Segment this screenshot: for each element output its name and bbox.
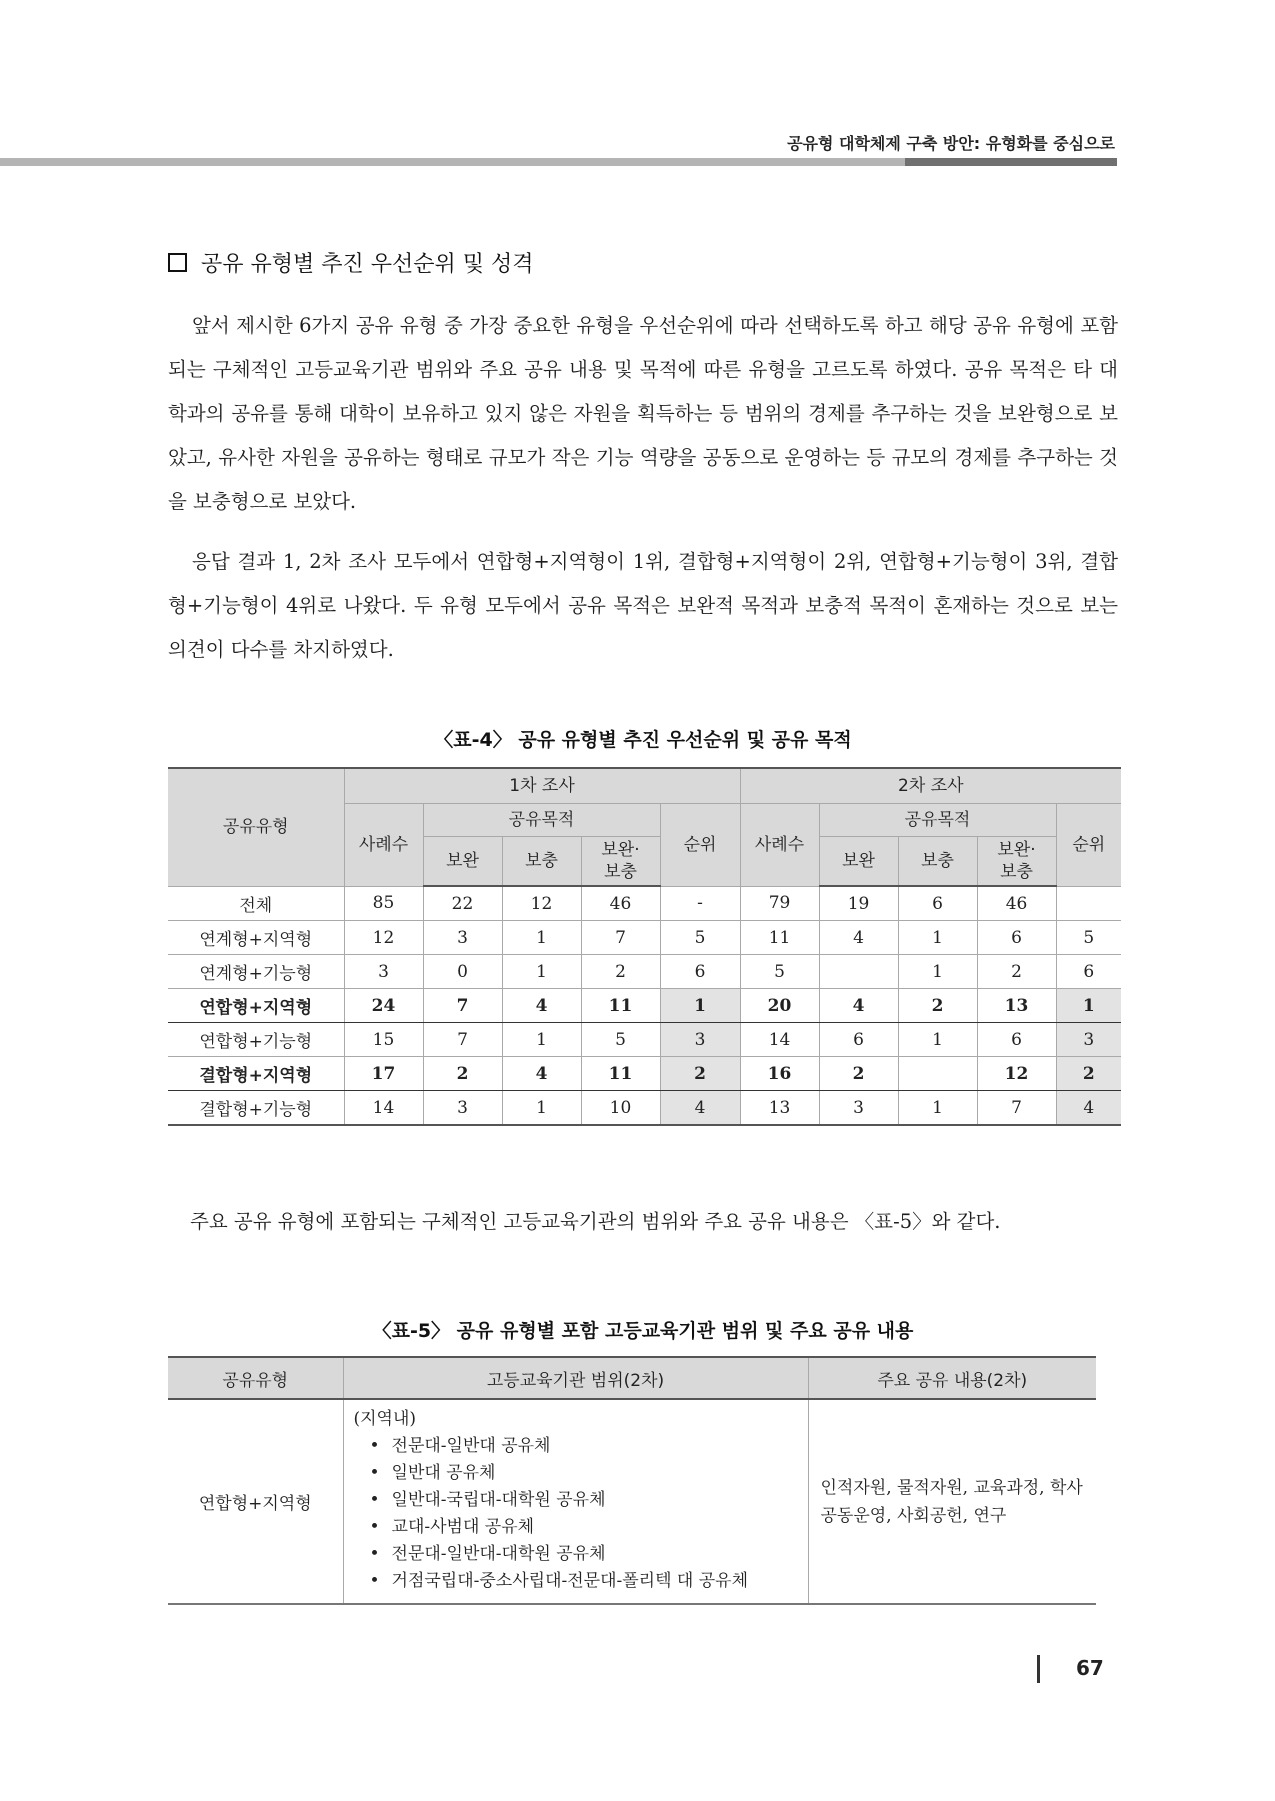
value-cell: 12 <box>344 921 423 955</box>
rank-cell: 3 <box>1056 1023 1121 1057</box>
value-cell: 1 <box>502 1091 581 1126</box>
value-cell: 2 <box>423 1057 502 1091</box>
value-cell: 3 <box>344 955 423 989</box>
table-row <box>168 921 1121 955</box>
row-type-cell: 결합형+지역형 <box>168 1057 344 1091</box>
header-complement-2: 보완 <box>819 836 898 886</box>
paragraph-2-text: 응답 결과 1, 2차 조사 모두에서 연합형+지역형이 1위, 결합형+지역형이 2위, 연합형+기능형이 3위, 결합형+기능형이 4위로 나왔다. 두 유형 모두에서 공유 목적은 보완적 목적과 보충적 목적이 혼재하는 것으로 보는 의견이 다수를 차지하였다. <box>168 550 1118 661</box>
value-cell: 6 <box>819 1023 898 1057</box>
table-5-type-cell: 연합형+지역형 <box>168 1399 343 1604</box>
table-row <box>168 989 1121 1023</box>
value-cell: 4 <box>502 989 581 1023</box>
row-type-cell: 전체 <box>168 886 344 921</box>
value-cell: 1 <box>898 955 977 989</box>
scope-list-item: • 일반대-국립대-대학원 공유체 <box>374 1487 798 1514</box>
value-cell: 5 <box>740 955 819 989</box>
header-supplement-1: 보충 <box>502 836 581 886</box>
value-cell: 14 <box>344 1091 423 1126</box>
value-cell: 0 <box>423 955 502 989</box>
table-row <box>168 1057 1121 1091</box>
scope-list-item: • 전문대-일반대 공유체 <box>374 1433 798 1460</box>
scope-list-item: • 전문대-일반대-대학원 공유체 <box>374 1541 798 1568</box>
value-cell: 46 <box>977 886 1056 921</box>
header-cases-1: 사례수 <box>344 803 423 886</box>
row-type-cell: 연계형+지역형 <box>168 921 344 955</box>
table-4 <box>168 767 1121 1126</box>
value-cell: 12 <box>502 886 581 921</box>
value-cell: 85 <box>344 886 423 921</box>
value-cell: 1 <box>502 921 581 955</box>
row-type-cell: 연계형+기능형 <box>168 955 344 989</box>
table-5-header-content: 주요 공유 내용(2차) <box>808 1357 1096 1399</box>
header-survey-2: 2차 조사 <box>740 768 1121 803</box>
paragraph-1 <box>168 304 1118 524</box>
header-survey-1: 1차 조사 <box>344 768 740 803</box>
running-header-title: 공유형 대학체제 구축 방안: 유형화를 중심으로 <box>787 134 1115 153</box>
rank-cell: 6 <box>1056 955 1121 989</box>
paragraph-2 <box>168 540 1118 672</box>
value-cell: 13 <box>977 989 1056 1023</box>
value-cell: 7 <box>977 1091 1056 1126</box>
rank-cell: 6 <box>660 955 740 989</box>
value-cell: 7 <box>423 1023 502 1057</box>
value-cell: 10 <box>581 1091 660 1126</box>
table-5-header-scope: 고등교육기관 범위(2차) <box>343 1357 808 1399</box>
header-both-1: 보완· 보충 <box>581 836 660 886</box>
table-5 <box>168 1356 1096 1605</box>
table-5-content-cell: 인적자원, 물적자원, 교육과정, 학사공동운영, 사회공헌, 연구 <box>808 1399 1096 1604</box>
value-cell: 1 <box>502 1023 581 1057</box>
value-cell: 6 <box>898 886 977 921</box>
paragraph-1-text: 앞서 제시한 6가지 공유 유형 중 가장 중요한 유형을 우선순위에 따라 선택하도록 하고 해당 공유 유형에 포함되는 구체적인 고등교육기관 범위와 주요 공유 내용 및 목적에 따른 유형을 고르도록 하였다. 공유 목적은 타 대학과의 공유를 통해 대학이 보유하고 있지 않은 자원을 획득하는 등 범위의 경제를 추구하는 것을 보완형으로 보았고, 유사한 자원을 공유하는 형태로 규모가 작은 기능 역량을 공동으로 운영하는 등 규모의 경제를 추구하는 것을 보충형으로 보았다. <box>168 314 1118 513</box>
value-cell: 2 <box>581 955 660 989</box>
value-cell: 1 <box>898 1091 977 1126</box>
rank-cell <box>1056 886 1121 921</box>
value-cell: 20 <box>740 989 819 1023</box>
value-cell: 13 <box>740 1091 819 1126</box>
page-number-bar <box>1037 1655 1040 1683</box>
rank-cell: 1 <box>1056 989 1121 1023</box>
header-both-2: 보완· 보충 <box>977 836 1056 886</box>
header-supplement-2: 보충 <box>898 836 977 886</box>
table-row <box>168 1091 1121 1126</box>
row-type-cell: 결합형+기능형 <box>168 1091 344 1126</box>
scope-label: (지역내) <box>353 1409 417 1429</box>
value-cell <box>819 955 898 989</box>
value-cell: 7 <box>581 921 660 955</box>
table-5-header-type: 공유유형 <box>168 1357 343 1399</box>
value-cell: 2 <box>898 989 977 1023</box>
value-cell: 4 <box>819 921 898 955</box>
section-heading <box>168 247 534 278</box>
header-type: 공유유형 <box>168 768 344 886</box>
rank-cell: 5 <box>660 921 740 955</box>
rank-cell: 2 <box>660 1057 740 1091</box>
section-heading-text: 공유 유형별 추진 우선순위 및 성격 <box>201 252 534 277</box>
header-complement-1: 보완 <box>423 836 502 886</box>
value-cell: 1 <box>898 1023 977 1057</box>
scope-list-item: • 교대-사범대 공유체 <box>374 1514 798 1541</box>
rank-cell: 1 <box>660 989 740 1023</box>
value-cell: 3 <box>819 1091 898 1126</box>
rank-cell: 5 <box>1056 921 1121 955</box>
value-cell <box>898 1057 977 1091</box>
table-row <box>168 955 1121 989</box>
value-cell: 2 <box>819 1057 898 1091</box>
value-cell: 4 <box>819 989 898 1023</box>
value-cell: 24 <box>344 989 423 1023</box>
row-type-cell: 연합형+기능형 <box>168 1023 344 1057</box>
table-5-scope-cell <box>343 1399 808 1604</box>
scope-list-item: • 거점국립대-중소사립대-전문대-폴리텍 대 공유체 <box>374 1568 798 1595</box>
header-rank-2: 순위 <box>1056 803 1121 886</box>
table-row <box>168 1023 1121 1057</box>
value-cell: 11 <box>581 1057 660 1091</box>
value-cell: 1 <box>502 955 581 989</box>
rank-cell: 3 <box>660 1023 740 1057</box>
value-cell: 12 <box>977 1057 1056 1091</box>
header-rank-1: 순위 <box>660 803 740 886</box>
value-cell: 14 <box>740 1023 819 1057</box>
value-cell: 11 <box>581 989 660 1023</box>
rank-cell: 4 <box>1056 1091 1121 1126</box>
value-cell: 2 <box>977 955 1056 989</box>
value-cell: 7 <box>423 989 502 1023</box>
value-cell: 3 <box>423 1091 502 1126</box>
table-4-caption: 〈표-4〉 공유 유형별 추진 우선순위 및 공유 목적 <box>434 729 852 751</box>
scope-list <box>354 1433 798 1595</box>
header-cases-2: 사례수 <box>740 803 819 886</box>
value-cell: 17 <box>344 1057 423 1091</box>
rank-cell: - <box>660 886 740 921</box>
value-cell: 15 <box>344 1023 423 1057</box>
value-cell: 46 <box>581 886 660 921</box>
value-cell: 3 <box>423 921 502 955</box>
value-cell: 22 <box>423 886 502 921</box>
rank-cell: 2 <box>1056 1057 1121 1091</box>
value-cell: 16 <box>740 1057 819 1091</box>
header-purpose-1: 공유목적 <box>423 803 660 836</box>
checkbox-square-icon <box>168 253 187 272</box>
table-5-caption: 〈표-5〉 공유 유형별 포함 고등교육기관 범위 및 주요 공유 내용 <box>372 1320 914 1342</box>
page-number: 67 <box>1076 1656 1104 1680</box>
header-purpose-2: 공유목적 <box>819 803 1056 836</box>
value-cell: 6 <box>977 921 1056 955</box>
table-4-body <box>168 886 1121 1125</box>
row-type-cell: 연합형+지역형 <box>168 989 344 1023</box>
value-cell: 4 <box>502 1057 581 1091</box>
table-5-row <box>168 1399 1096 1604</box>
scope-list-item: • 일반대 공유체 <box>374 1460 798 1487</box>
value-cell: 5 <box>581 1023 660 1057</box>
header-rule-accent <box>905 158 1117 166</box>
paragraph-3: 주요 공유 유형에 포함되는 구체적인 고등교육기관의 범위와 주요 공유 내용은 〈표-5〉와 같다. <box>190 1210 1001 1233</box>
value-cell: 6 <box>977 1023 1056 1057</box>
table-row <box>168 886 1121 921</box>
rank-cell: 4 <box>660 1091 740 1126</box>
value-cell: 11 <box>740 921 819 955</box>
value-cell: 79 <box>740 886 819 921</box>
value-cell: 1 <box>898 921 977 955</box>
value-cell: 19 <box>819 886 898 921</box>
